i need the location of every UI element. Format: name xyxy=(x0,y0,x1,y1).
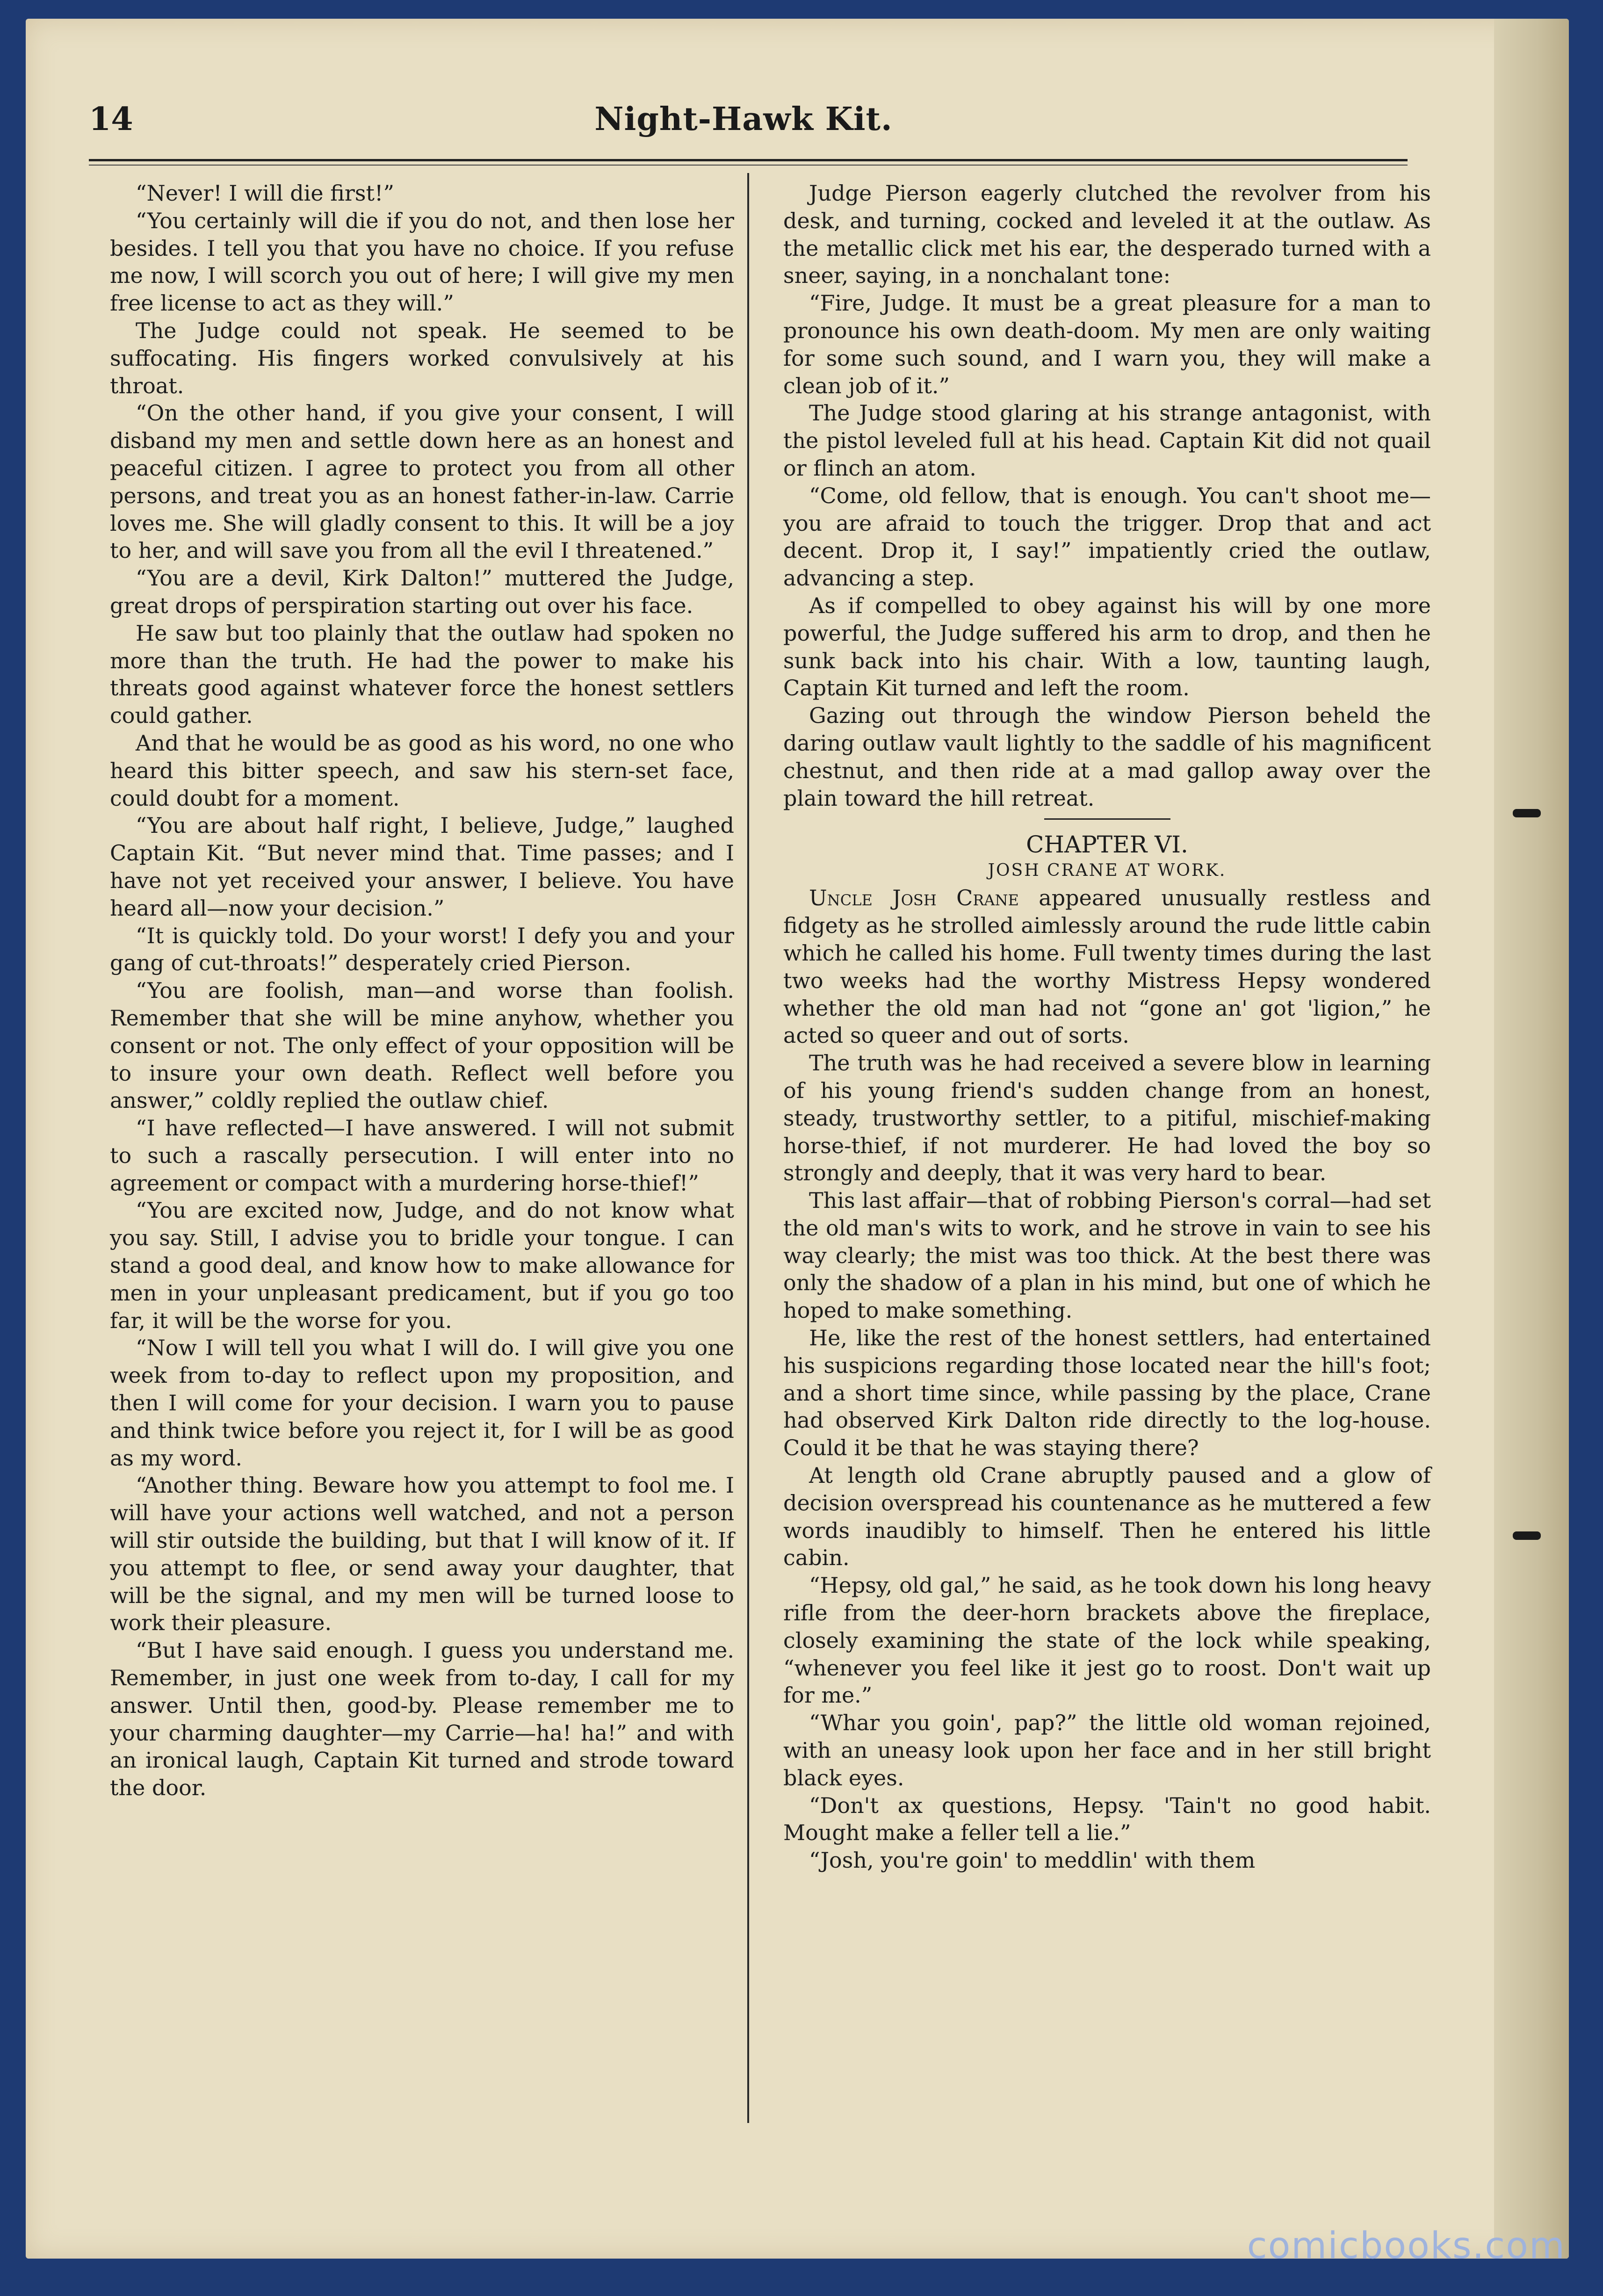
paragraph: He, like the rest of the honest settlers, had entertained his suspicions regarding those located near the hill's foot; and a short time since, while passing by the place, Crane had observed Kirk Dalton ride directly to the log-house. Could it be that he was staying there? xyxy=(783,1325,1431,1461)
page-number: 14 xyxy=(89,101,133,138)
paragraph: “Never! I will die first!” xyxy=(136,181,394,206)
page-header xyxy=(89,101,1398,152)
page-gutter xyxy=(1494,19,1569,2259)
paragraph: “You are excited now, Judge, and do not know what you say. Still, I advise you to bridle your tongue. I can stand a good deal, and know how to make allowance for men in your unpleasant predicament, but if you go too far, it will be the worse for you. xyxy=(110,1198,734,1333)
paragraph: He saw but too plainly that the outlaw had spoken no more than the truth. He had the power to make his threats good against whatever force the honest settlers could gather. xyxy=(110,620,734,729)
paragraph: As if compelled to obey against his will by one more powerful, the Judge suffered his arm to drop, and then he sunk back into his chair. With a low, taunting laugh, Captain Kit turned and left the room. xyxy=(783,592,1431,701)
binding-stitch xyxy=(1513,1531,1541,1540)
paragraph: “On the other hand, if you give your consent, I will disband my men and settle down here as an honest and peaceful citizen. I agree to protect you from all other persons, and treat you as an honest father-in-law. Carrie loves me. She will gladly consent to this. It will be a joy to her, and will save you from all the evil I threatened.” xyxy=(110,400,734,563)
paragraph: The Judge stood glaring at his strange antagonist, with the pistol leveled full at his head. Captain Kit did not quail or flinch an atom. xyxy=(783,400,1431,481)
paragraph: The truth was he had received a severe blow in learning of his young friend's sudden change from an honest, steady, trustworthy settler, to a pitiful, mischief-making horse-thief, if not murderer. He had loved the boy so strongly and deeply, that it was very hard to bear. xyxy=(783,1050,1431,1186)
chapter-title: CHAPTER VI. xyxy=(1026,831,1188,859)
paragraph: “Fire, Judge. It must be a great pleasure for a man to pronounce his own death-doom. My men are only waiting for some such sound, and I warn you, they will make a clean job of it.” xyxy=(783,290,1431,398)
paragraph: “But I have said enough. I guess you understand me. Remember, in just one week from to-day, I call for my answer. Until then, good-by. Please remember me to your charming daughter—my Carrie—ha! ha!” and with an ironical laugh, Captain Kit turned and strode toward the door. xyxy=(110,1638,734,1801)
paragraph: “Now I will tell you what I will do. I will give you one week from to-day to reflect upon my proposition, and then I will come for your decision. I warn you to pause and think twice before you reject it, for I will be as good as my word. xyxy=(110,1335,734,1471)
paragraph: “You are a devil, Kirk Dalton!” muttered the Judge, great drops of perspiration starting out over his face. xyxy=(110,565,734,618)
paragraph-text: appeared unusually restless and fidgety as he strolled aimlessly around the rude little cabin which he called his home. Full twenty times during the last two weeks had the worthy Mistress Hepsy wondered whether the old man had not “gone an' got 'ligion,” he acted so queer and out of sorts. xyxy=(783,885,1431,1048)
paragraph: “Hepsy, old gal,” he said, as he took down his long heavy rifle from the deer-horn brackets above the fireplace, closely examining the state of the lock while speaking, “whenever you feel like it jest go to roost. Don't wait up for me.” xyxy=(783,1573,1431,1708)
paragraph: This last affair—that of robbing Pierson's corral—had set the old man's wits to work, and he strove in vain to see his way clearly; the mist was too thick. At the best there was only the shadow of a plan in his mind, but one of which he hoped to make something. xyxy=(783,1188,1431,1323)
site-watermark: comicbooks.com xyxy=(1247,2225,1566,2267)
paragraph: “Whar you goin', pap?” the little old woman rejoined, with an uneasy look upon her face and in her still bright black eyes. xyxy=(783,1710,1431,1791)
paragraph: Judge Pierson eagerly clutched the revolver from his desk, and turning, cocked and leveled it at the outlaw. As the metallic click met his ear, the desperado turned with a sneer, saying, in a nonchalant tone: xyxy=(783,181,1431,289)
paragraph: “It is quickly told. Do your worst! I defy you and your gang of cut-throats!” desperately cried Pierson. xyxy=(110,923,734,976)
left-column xyxy=(110,180,734,1802)
running-title: Night-Hawk Kit. xyxy=(594,101,893,138)
header-rule xyxy=(89,159,1408,161)
chapter-subtitle: JOSH CRANE AT WORK. xyxy=(988,861,1227,881)
paragraph: “Josh, you're goin' to meddlin' with them xyxy=(809,1848,1256,1873)
paragraph: The Judge could not speak. He seemed to be suffocating. His fingers worked convulsively at his throat. xyxy=(110,318,734,398)
paragraph: “You are foolish, man—and worse than foolish. Remember that she will be mine anyhow, whether you consent or not. The only effect of your opposition will be to insure your own death. Reflect well before you answer,” coldly replied the outlaw chief. xyxy=(110,978,734,1113)
drop-lead-words: Uncle Josh Crane xyxy=(809,885,1019,911)
paragraph: “You certainly will die if you do not, and then lose her besides. I tell you that you have no choice. If you refuse me now, I will scorch you out of here; I will give my men free license to act as they will.” xyxy=(110,208,734,316)
paragraph: “I have reflected—I have answered. I will not submit to such a rascally persecution. I will enter into no agreement or compact with a murdering horse-thief!” xyxy=(110,1115,734,1196)
header-rule-thin xyxy=(89,165,1408,166)
paragraph: “Don't ax questions, Hepsy. 'Tain't no good habit. Mought make a feller tell a lie.” xyxy=(783,1792,1431,1846)
binding-stitch xyxy=(1513,809,1541,817)
chapter-rule xyxy=(1044,818,1170,820)
paragraph: “Come, old fellow, that is enough. You can't shoot me—you are afraid to touch the trigger. Drop that and act decent. Drop it, I say!” impatiently cried the outlaw, advancing a step. xyxy=(783,483,1431,591)
right-column xyxy=(783,180,1431,1874)
paragraph: At length old Crane abruptly paused and a glow of decision overspread his countenance as he muttered a few words inaudibly to himself. Then he entered his little cabin. xyxy=(783,1463,1431,1571)
paragraph: Gazing out through the window Pierson beheld the daring outlaw vault lightly to the saddle of his magnificent chestnut, and then ride at a mad gallop away over the plain toward the hill retreat. xyxy=(783,703,1431,811)
paragraph: And that he would be as good as his word, no one who heard this bitter speech, and saw his stern-set face, could doubt for a moment. xyxy=(110,730,734,811)
paragraph: “Another thing. Beware how you attempt to fool me. I will have your actions well watched, and not a person will stir outside the building, but that I will know of it. If you attempt to flee, or send away your daughter, that will be the signal, and my men will be turned loose to work their pleasure. xyxy=(110,1473,734,1636)
paragraph: “You are about half right, I believe, Judge,” laughed Captain Kit. “But never mind that. Time passes; and I have not yet received your answer, I believe. You have heard all—now your decision.” xyxy=(110,813,734,921)
chapter-opening-paragraph xyxy=(783,884,1431,1049)
column-divider xyxy=(747,173,749,2123)
